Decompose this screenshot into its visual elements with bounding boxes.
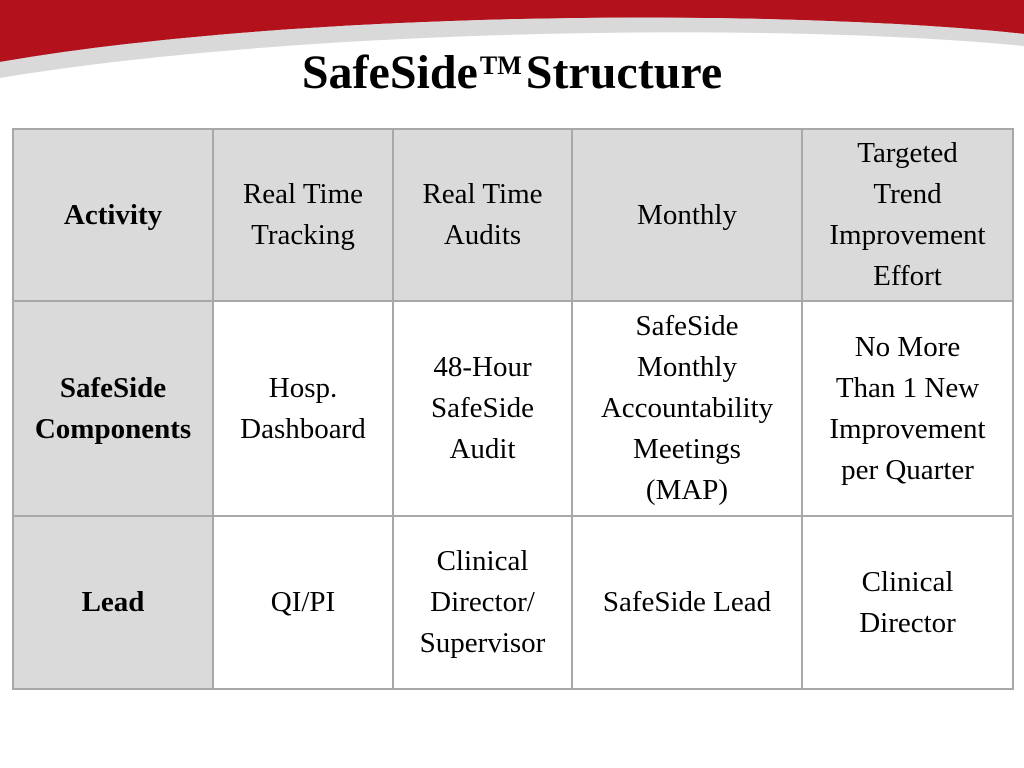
cell-line: Monthly (637, 351, 737, 383)
cell-line: No More (854, 330, 961, 363)
cell-line: Audits (443, 219, 522, 251)
table-row-activity (13, 129, 1013, 301)
cell-line: Targeted (857, 137, 958, 169)
cell-line: Audit (449, 433, 516, 465)
cell-safeside-lead (572, 516, 802, 689)
table-row-lead (13, 516, 1013, 689)
cell-line: Tracking (251, 219, 355, 251)
cell-clinical-director (802, 516, 1013, 689)
cell-line: Supervisor (419, 627, 546, 659)
cell-line: Clinical (436, 545, 529, 577)
row-header-line: SafeSide (59, 371, 167, 404)
cell-hosp-dashboard (213, 301, 393, 516)
cell-line: (MAP) (645, 474, 729, 506)
cell-clinical-director-supervisor (393, 516, 572, 689)
cell-line: Director (859, 606, 956, 639)
title-text: SafeSide (301, 46, 478, 99)
cell-line: Accountability (600, 392, 774, 424)
cell-line: Improvement (829, 412, 986, 445)
table-row-components (13, 301, 1013, 516)
cell-line: Dashboard (240, 412, 366, 445)
row-header-line: Components (34, 412, 192, 445)
cell-line: SafeSide (430, 392, 535, 424)
title-suffix: Structure (525, 46, 723, 99)
row-header-lead (13, 516, 213, 689)
row-header-line: Lead (81, 586, 145, 618)
cell-real-time-tracking (213, 129, 393, 301)
structure-table (12, 128, 1014, 690)
cell-monthly (572, 129, 802, 301)
cell-line: Clinical (861, 565, 954, 598)
cell-line: Hosp. (268, 371, 338, 404)
cell-line: SafeSide Lead (602, 586, 772, 618)
trademark-symbol: TM (479, 51, 522, 80)
row-header-line: Activity (63, 198, 163, 231)
cell-line: Improvement (829, 219, 986, 251)
row-header-activity (13, 129, 213, 301)
cell-line: Effort (873, 260, 942, 292)
cell-line: QI/PI (270, 586, 336, 618)
cell-line: Than 1 New (835, 371, 980, 404)
cell-monthly-meetings (572, 301, 802, 516)
cell-qi-pi (213, 516, 393, 689)
cell-line: Real Time (422, 178, 543, 210)
cell-48-hour-audit (393, 301, 572, 516)
cell-improvement-per-quarter (802, 301, 1013, 516)
cell-real-time-audits (393, 129, 572, 301)
cell-line: Director/ (430, 586, 535, 618)
cell-line: Meetings (633, 433, 741, 465)
slide-title (0, 36, 1024, 103)
cell-line: Monthly (637, 198, 737, 231)
cell-line: Real Time (242, 178, 364, 210)
cell-targeted-trend (802, 129, 1013, 301)
cell-line: per Quarter (841, 453, 974, 486)
cell-line: 48-Hour (433, 351, 532, 383)
cell-line: SafeSide (635, 310, 739, 342)
cell-line: Trend (873, 178, 942, 210)
row-header-components (13, 301, 213, 516)
